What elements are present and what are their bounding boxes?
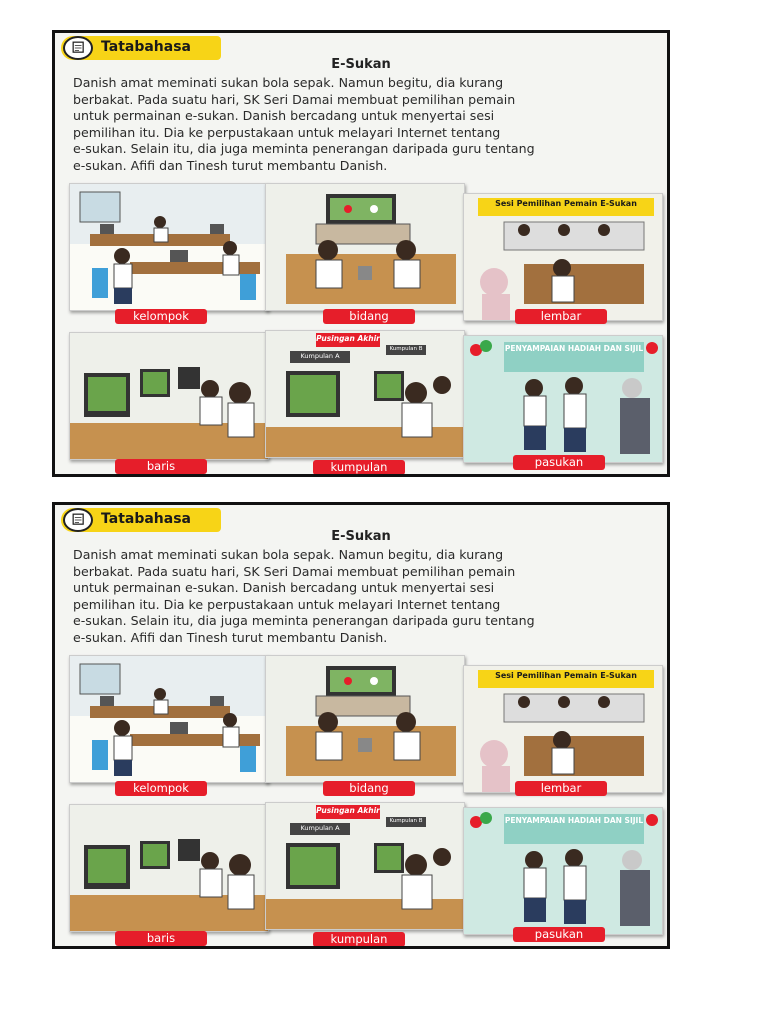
- worksheet-card: [52, 502, 670, 949]
- prize-giving-illustration: [464, 808, 662, 934]
- illustration-panel-kumpulan: [265, 802, 465, 930]
- panel-sign: Sesi Pemilihan Pemain E-Sukan: [495, 199, 637, 208]
- selection-session-illustration: [464, 666, 662, 792]
- illustration-panel-bidang: [265, 655, 465, 783]
- word-label-kumpulan: kumpulan: [313, 460, 405, 475]
- story-paragraph: [73, 547, 653, 647]
- worksheet-card: [52, 30, 670, 477]
- paragraph-line: berbakat. Pada suatu hari, SK Seri Damai membuat pemilihan pemain: [73, 563, 516, 579]
- illustration-panel-kumpulan: [265, 330, 465, 458]
- panel-sign: Pusingan Akhir: [316, 334, 380, 343]
- paragraph-line: e-sukan. Selain itu, dia juga meminta penerangan daripada guru tentang: [73, 141, 535, 157]
- tournament-illustration: [266, 331, 464, 457]
- illustration-panel-kelompok: [69, 183, 269, 311]
- word-label-kelompok: kelompok: [115, 309, 207, 324]
- paragraph-line: Danish amat meminati sukan bola sepak. Namun begitu, dia kurang: [73, 547, 504, 562]
- word-label-baris: baris: [115, 459, 207, 474]
- word-label-bidang: bidang: [323, 309, 415, 324]
- gaming-console-illustration: [266, 184, 464, 310]
- paragraph-line: pemilihan itu. Dia ke perpustakaan untuk melayari Internet tentang: [73, 124, 501, 140]
- paragraph-line: untuk permainan e-sukan. Danish bercadang untuk menyertai sesi: [73, 108, 495, 124]
- word-label-pasukan: pasukan: [513, 455, 605, 470]
- panel-banner: PENYAMPAIAN HADIAH DAN SIJIL: [504, 816, 644, 825]
- illustration-panel-bidang: [265, 183, 465, 311]
- panel-sub-sign: Kumpulan B: [389, 818, 423, 824]
- gaming-console-illustration: [266, 656, 464, 782]
- paragraph-line: e-sukan. Afifi dan Tinesh turut membantu Danish.: [73, 157, 388, 173]
- panel-sub-sign: Kumpulan A: [300, 352, 340, 360]
- illustration-panel-baris: [69, 804, 269, 932]
- computer-lab-illustration: [70, 184, 268, 310]
- illustration-panel-lembar: [463, 665, 663, 793]
- word-label-pasukan: pasukan: [513, 927, 605, 942]
- illustration-panel-lembar: [463, 193, 663, 321]
- section-tab-label: Tatabahasa: [101, 39, 191, 55]
- prize-giving-illustration: [464, 336, 662, 462]
- selection-session-illustration: [464, 194, 662, 320]
- paragraph-line: e-sukan. Selain itu, dia juga meminta penerangan daripada guru tentang: [73, 613, 535, 629]
- illustration-panel-pasukan: [463, 335, 663, 463]
- word-label-bidang: bidang: [323, 781, 415, 796]
- story-paragraph: [73, 75, 653, 175]
- word-label-lembar: lembar: [515, 781, 607, 796]
- word-label-kelompok: kelompok: [115, 781, 207, 796]
- paragraph-line: e-sukan. Afifi dan Tinesh turut membantu Danish.: [73, 629, 388, 645]
- paragraph-line: Danish amat meminati sukan bola sepak. Namun begitu, dia kurang: [73, 75, 504, 90]
- worksheet-title: E-Sukan: [331, 57, 391, 72]
- word-label-baris: baris: [115, 931, 207, 946]
- illustration-panel-pasukan: [463, 807, 663, 935]
- computer-row-illustration: [70, 333, 268, 459]
- computer-lab-illustration: [70, 656, 268, 782]
- word-label-lembar: lembar: [515, 309, 607, 324]
- section-tab-label: Tatabahasa: [101, 511, 191, 527]
- tournament-illustration: [266, 803, 464, 929]
- panel-sign: Pusingan Akhir: [316, 806, 380, 815]
- panel-sub-sign: Kumpulan A: [300, 824, 340, 832]
- computer-row-illustration: [70, 805, 268, 931]
- illustration-panel-baris: [69, 332, 269, 460]
- paragraph-line: berbakat. Pada suatu hari, SK Seri Damai membuat pemilihan pemain: [73, 91, 516, 107]
- worksheet-title: E-Sukan: [331, 529, 391, 544]
- paragraph-line: untuk permainan e-sukan. Danish bercadang untuk menyertai sesi: [73, 580, 495, 596]
- panel-banner: PENYAMPAIAN HADIAH DAN SIJIL: [504, 344, 644, 353]
- paragraph-line: pemilihan itu. Dia ke perpustakaan untuk melayari Internet tentang: [73, 596, 501, 612]
- illustration-panel-kelompok: [69, 655, 269, 783]
- panel-sub-sign: Kumpulan B: [389, 346, 423, 352]
- word-label-kumpulan: kumpulan: [313, 932, 405, 947]
- panel-sign: Sesi Pemilihan Pemain E-Sukan: [495, 671, 637, 680]
